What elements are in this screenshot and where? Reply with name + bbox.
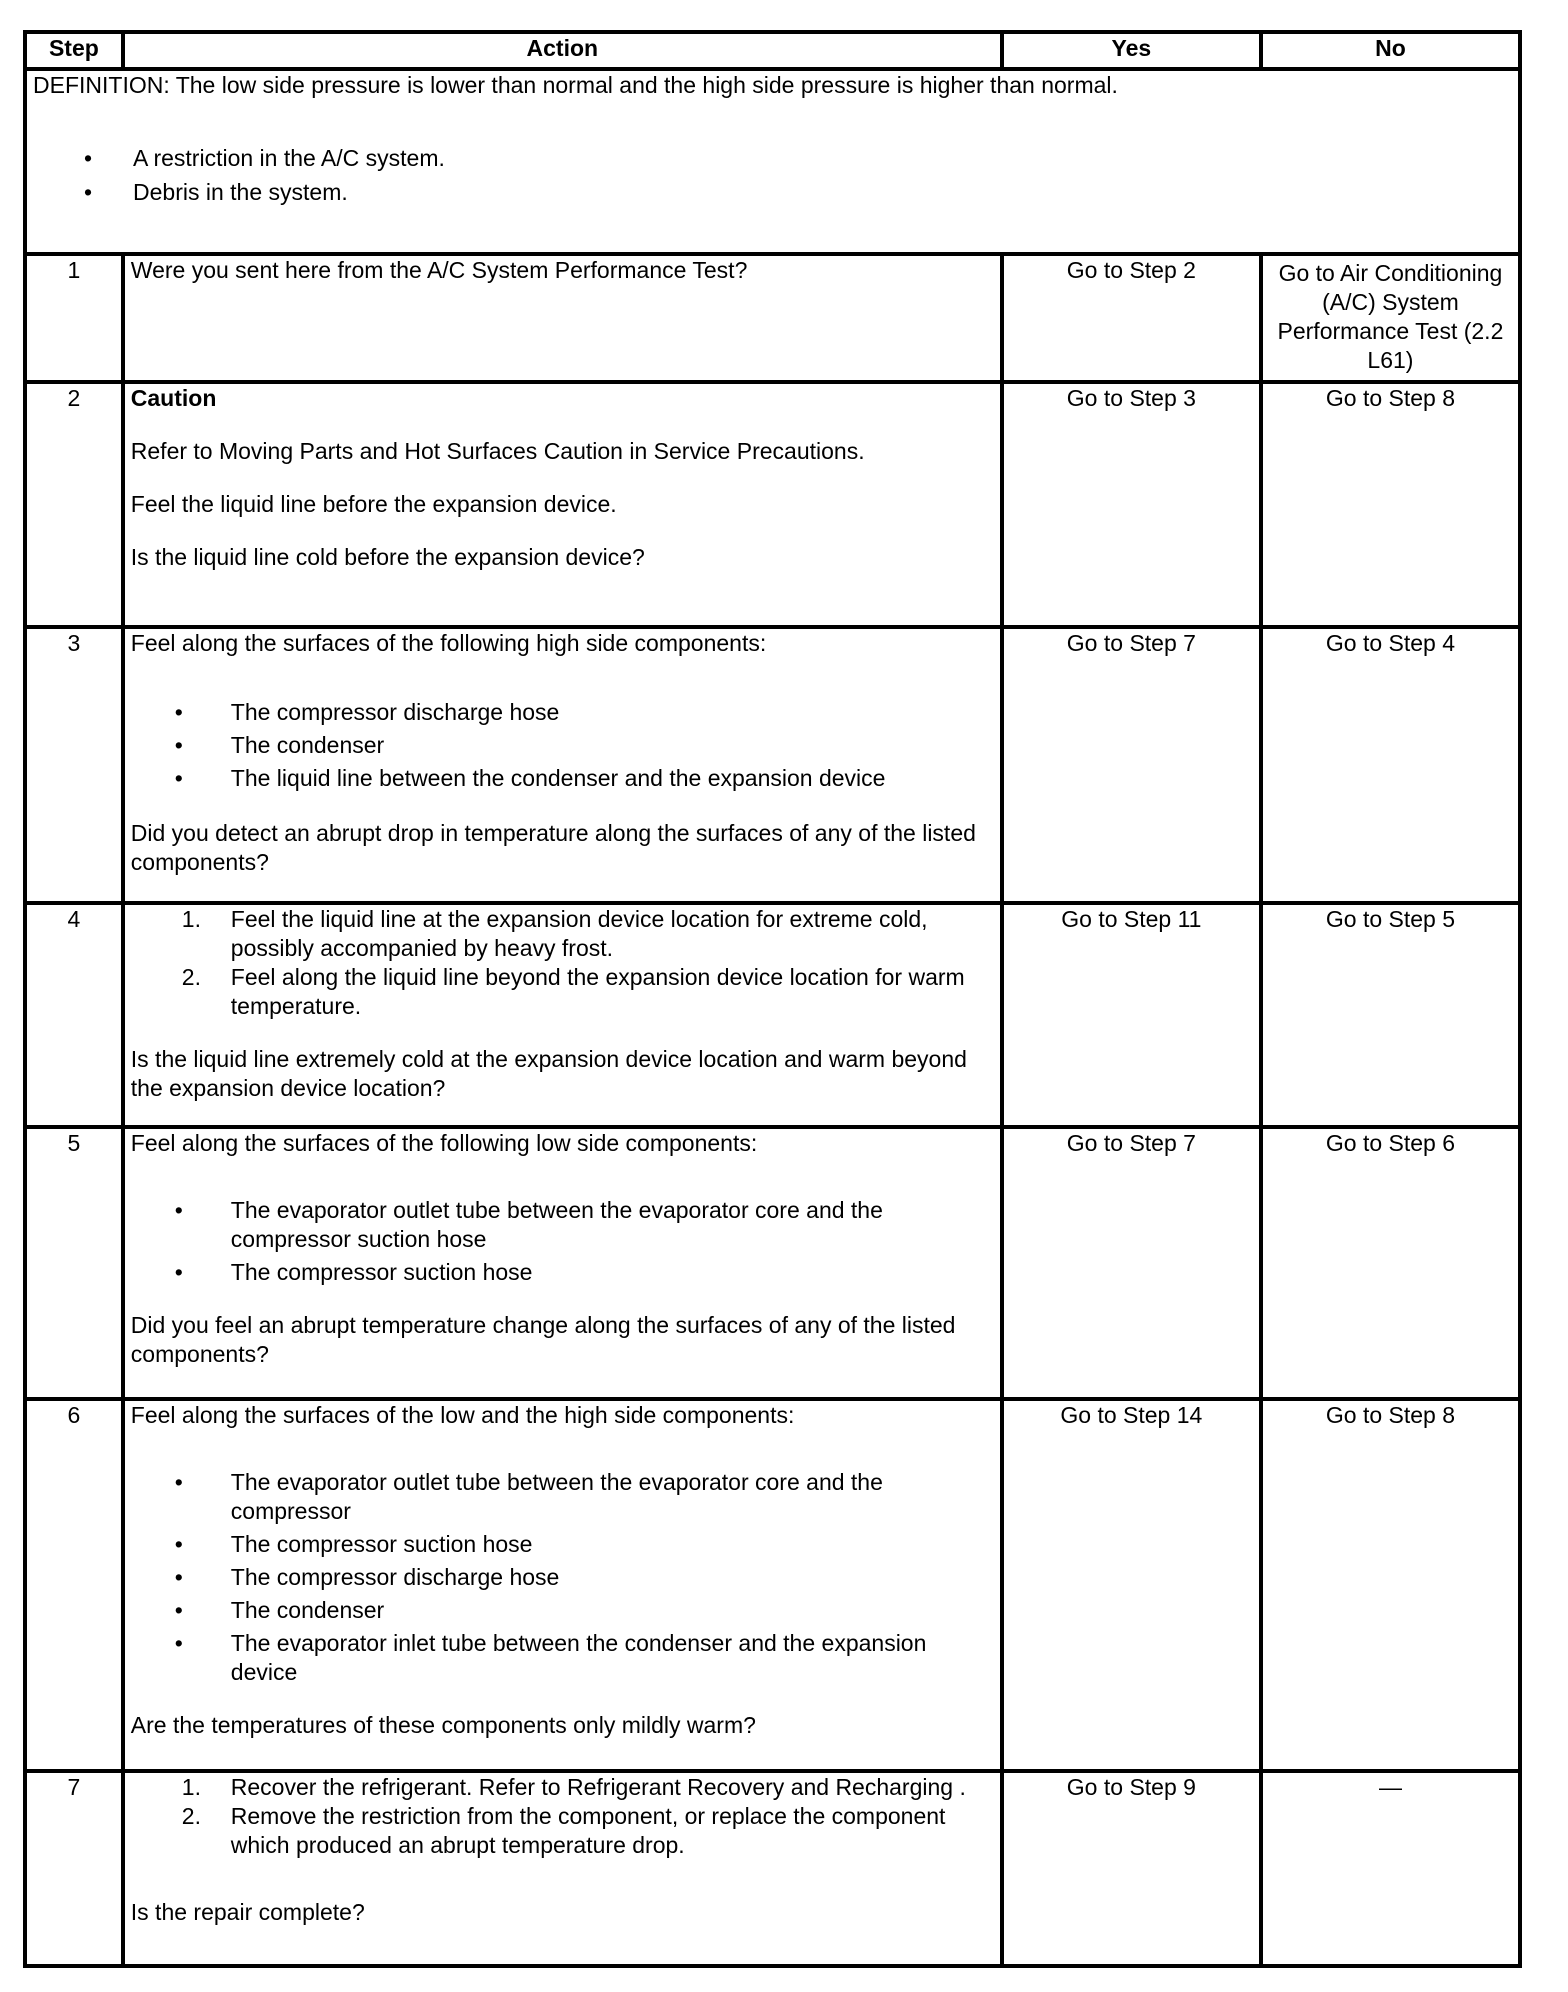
step-number: 7 [25, 1771, 123, 1966]
list-item: 1. Feel the liquid line at the expansion device location for extreme cold, possibly accompanied by heavy frost. [181, 906, 928, 961]
list-item: • The condenser [174, 1597, 385, 1623]
no-result: Go to Step 6 [1261, 1127, 1520, 1399]
table-row [25, 382, 1520, 627]
step-number: 4 [25, 903, 123, 1127]
no-result: Go to Air Conditioning (A/C) System Performance Test (2.2 L61) [1261, 254, 1520, 382]
yes-result: Go to Step 11 [1002, 903, 1261, 1127]
list-item: • The evaporator inlet tube between the condenser and the expansion device [174, 1630, 927, 1685]
no-result: Go to Step 5 [1261, 903, 1520, 1127]
bullet-icon: • [174, 1259, 183, 1285]
yes-result: Go to Step 14 [1002, 1399, 1261, 1771]
table-row [25, 1771, 1520, 1966]
step-number: 1 [25, 254, 123, 382]
header-action: Action [123, 32, 1002, 69]
bullet-icon: • [174, 732, 183, 758]
step-action: 1. Recover the refrigerant. Refer to Refrigerant Recovery and Recharging . 2. Remove the restriction from the component, or replace the component which produced an abrupt temperature drop. Is the repair complete? [123, 1771, 1002, 1966]
definition-row [25, 69, 1520, 254]
header-row [25, 32, 1520, 69]
bullet-icon: • [174, 1630, 183, 1656]
bullet-icon: • [174, 1469, 183, 1495]
list-item: • The compressor discharge hose [174, 1564, 560, 1590]
list-item: • The liquid line between the condenser and the expansion device [131, 762, 994, 795]
yes-result: Go to Step 2 [1002, 254, 1261, 382]
yes-result: Go to Step 7 [1002, 627, 1261, 903]
definition-bullets [33, 141, 1512, 209]
yes-result: Go to Step 7 [1002, 1127, 1261, 1399]
diagnostic-table [23, 30, 1522, 1968]
step-action: 1. Feel the liquid line at the expansion device location for extreme cold, possibly accompanied by heavy frost. 2. Feel along the liquid line beyond the expansion device location for warm temperature. Is the liquid line extremely cold at the expansion device location and warm beyond the expansion device location? [123, 903, 1002, 1127]
list-item: 1. Recover the refrigerant. Refer to Refrigerant Recovery and Recharging . [181, 1774, 966, 1800]
step-number: 3 [25, 627, 123, 903]
header-no: No [1261, 32, 1520, 69]
list-item: • The compressor suction hose [174, 1531, 533, 1557]
no-result: Go to Step 8 [1261, 382, 1520, 627]
list-item: • The evaporator outlet tube between the evaporator core and the compressor suction hose [174, 1197, 883, 1252]
step-number: 5 [25, 1127, 123, 1399]
list-item: • The condenser [131, 729, 994, 762]
no-result: Go to Step 8 [1261, 1399, 1520, 1771]
step-number: 2 [25, 382, 123, 627]
table-row [25, 1127, 1520, 1399]
bullet-icon: • [84, 145, 93, 171]
step-number: 6 [25, 1399, 123, 1771]
list-item: 2. Remove the restriction from the component, or replace the component which produced an abrupt temperature drop. [181, 1803, 946, 1858]
definition-text: DEFINITION: The low side pressure is lower than normal and the high side pressure is higher than normal. [33, 72, 1118, 98]
header-step: Step [25, 32, 123, 69]
header-yes: Yes [1002, 32, 1261, 69]
yes-result: Go to Step 9 [1002, 1771, 1261, 1966]
yes-result: Go to Step 3 [1002, 382, 1261, 627]
step-action: Feel along the surfaces of the following low side components: • The evaporator outlet tube between the evaporator core and the compressor suction hose • The compressor suction hose Did you feel an abrupt temperature change along the surfaces of any of the listed components? [123, 1127, 1002, 1399]
bullet-icon: • [174, 765, 183, 791]
list-item: • A restriction in the A/C system. [33, 141, 1512, 175]
caution-label: Caution [130, 385, 217, 411]
step-action: Feel along the surfaces of the following high side components: • The compressor discharge hose • The condenser • The liquid line between the condenser and the expansion device Did you detect an abrupt drop in temperature along the surfaces of any of the listed components? [123, 627, 1002, 903]
bullet-icon: • [174, 1564, 183, 1590]
list-item: • The compressor suction hose [174, 1259, 533, 1285]
bullet-icon: • [84, 179, 93, 205]
list-item: • Debris in the system. [33, 175, 1512, 209]
definition-cell [25, 69, 1520, 254]
list-item: 2. Feel along the liquid line beyond the expansion device location for warm temperature. [181, 964, 965, 1019]
table-row [25, 903, 1520, 1127]
bullet-icon: • [174, 1531, 183, 1557]
bullet-icon: • [174, 1597, 183, 1623]
no-result: Go to Step 4 [1261, 627, 1520, 903]
bullet-icon: • [174, 699, 183, 725]
bullet-icon: • [174, 1197, 183, 1223]
table-row [25, 627, 1520, 903]
list-item: • The evaporator outlet tube between the evaporator core and the compressor [174, 1469, 883, 1524]
table-row [25, 1399, 1520, 1771]
step-action: Were you sent here from the A/C System Performance Test? [123, 254, 1002, 382]
step-action: Caution Refer to Moving Parts and Hot Surfaces Caution in Service Precautions. Feel the liquid line before the expansion device. Is the liquid line cold before the expansion device? [123, 382, 1002, 627]
step-action: Feel along the surfaces of the low and the high side components: • The evaporator outlet tube between the evaporator core and the compressor • The compressor suction hose • The compressor discharge hose • The condenser • The evaporator inlet tube between the condenser and the expansion device Are the temperatures of these components only mildly warm? [123, 1399, 1002, 1771]
list-item: • The compressor discharge hose [131, 696, 994, 729]
no-result: — [1261, 1771, 1520, 1966]
table-row [25, 254, 1520, 382]
